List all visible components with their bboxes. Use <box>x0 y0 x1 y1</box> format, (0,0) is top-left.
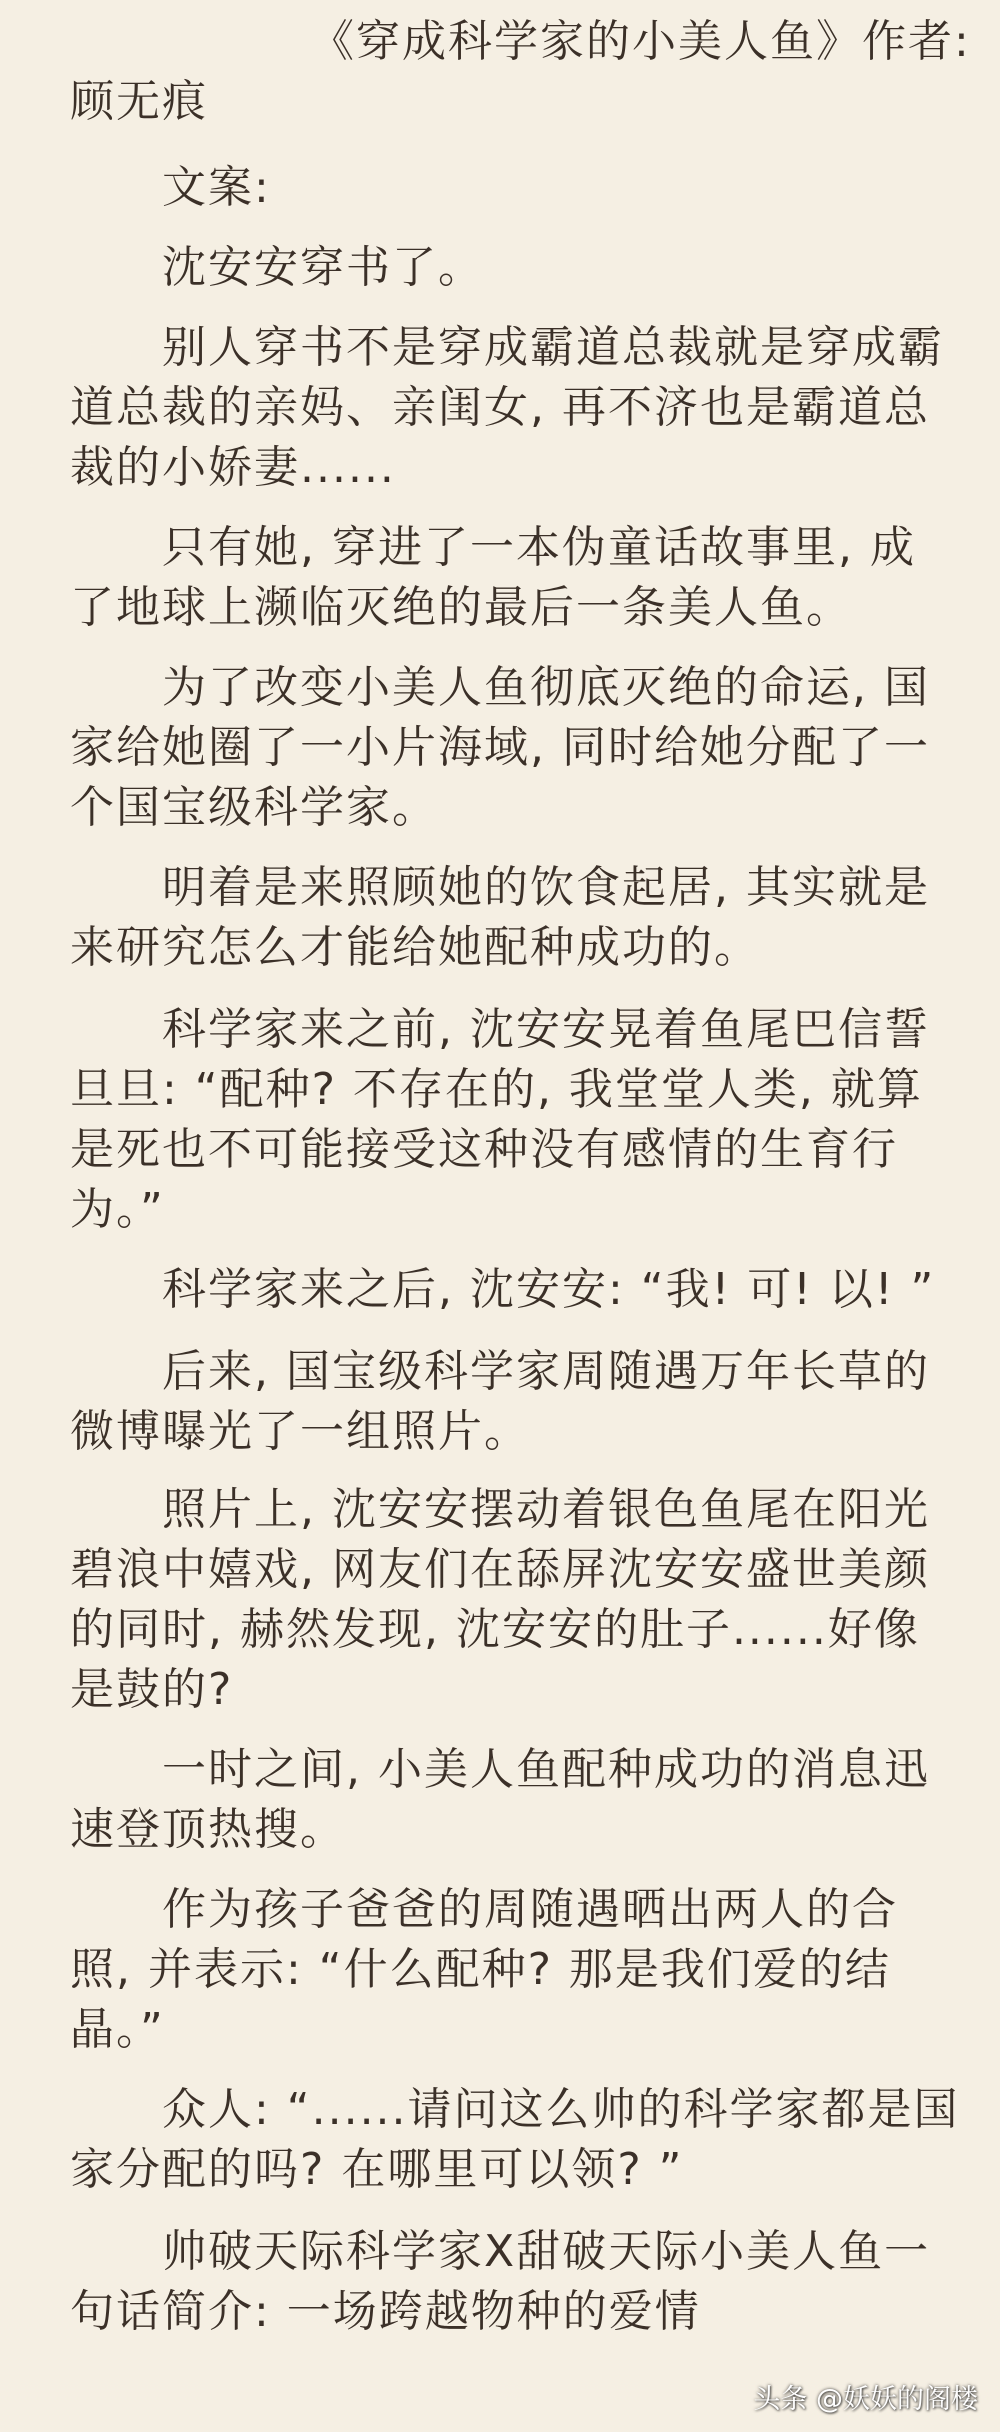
text-line: 速登顶热搜。 <box>70 1804 346 1855</box>
text-line: 碧浪中嬉戏, 网友们在舔屏沈安安盛世美颜 <box>70 1544 930 1595</box>
text-line: 照片上, 沈安安摆动着银色鱼尾在阳光 <box>70 1484 930 1535</box>
text-line: 个国宝级科学家。 <box>70 782 438 833</box>
text-line: 一时之间, 小美人鱼配种成功的消息迅 <box>70 1744 930 1795</box>
text-line: 的同时, 赫然发现, 沈安安的肚子......好像 <box>70 1604 920 1655</box>
text-line: 文案: <box>70 162 271 213</box>
text-line: 为了改变小美人鱼彻底灭绝的命运, 国 <box>70 662 930 713</box>
text-line: 是鼓的? <box>70 1664 234 1715</box>
text-line: 沈安安穿书了。 <box>70 242 484 293</box>
text-line: 帅破天际科学家X甜破天际小美人鱼一 <box>70 2226 931 2277</box>
text-line: 作为孩子爸爸的周随遇晒出两人的合 <box>70 1884 898 1935</box>
text-line: 科学家来之前, 沈安安晃着鱼尾巴信誓 <box>70 1004 930 1055</box>
text-line: 来研究怎么才能给她配种成功的。 <box>70 922 760 973</box>
text-line: 家分配的吗? 在哪里可以领? ” <box>70 2144 684 2195</box>
text-line: 是死也不可能接受这种没有感情的生育行 <box>70 1124 898 1175</box>
text-line: 照, 并表示: “什么配种? 那是我们爱的结 <box>70 1944 891 1995</box>
text-line: 只有她, 穿进了一本伪童话故事里, 成 <box>70 522 916 573</box>
text-line: 了地球上濒临灭绝的最后一条美人鱼。 <box>70 582 852 633</box>
text-line: 旦旦: “配种? 不存在的, 我堂堂人类, 就算 <box>70 1064 923 1115</box>
text-line: 后来, 国宝级科学家周随遇万年长草的 <box>70 1346 930 1397</box>
book-title-line: 《穿成科学家的小美人鱼》作者: <box>310 16 971 67</box>
text-line: 家给她圈了一小片海域, 同时给她分配了一 <box>70 722 930 773</box>
text-line: 别人穿书不是穿成霸道总裁就是穿成霸 <box>70 322 944 373</box>
text-line: 晶。” <box>70 2004 165 2055</box>
text-line: 道总裁的亲妈、亲闺女, 再不济也是霸道总 <box>70 382 930 433</box>
author-line: 顾无痕 <box>70 76 208 127</box>
watermark: 头条 @妖妖的阁楼 <box>753 2384 978 2415</box>
text-line: 众人: “......请问这么帅的科学家都是国 <box>70 2084 960 2135</box>
text-line: 微博曝光了一组照片。 <box>70 1406 530 1457</box>
text-line: 为。” <box>70 1184 165 1235</box>
text-line: 明着是来照顾她的饮食起居, 其实就是 <box>70 862 930 913</box>
text-line: 句话简介: 一场跨越物种的爱情 <box>70 2286 701 2337</box>
text-line: 科学家来之后, 沈安安: “我! 可! 以! ” <box>70 1264 936 1315</box>
text-line: 裁的小娇妻...... <box>70 442 396 493</box>
